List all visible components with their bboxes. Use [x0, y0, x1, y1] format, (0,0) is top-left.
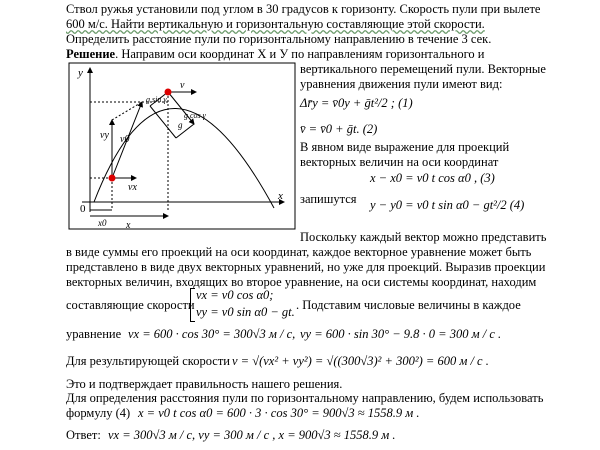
equation-label: уравнение	[66, 327, 122, 341]
substitute-text: . Подставим числовые величины в каждое	[296, 298, 521, 312]
problem-line-3: Определить расстояние пули по горизонтальному направлению в течение 3 сек.	[66, 32, 492, 46]
solution-line-1-text: . Направим оси координат X и У по направлениям горизонтального и	[115, 47, 485, 61]
v-label: v	[180, 80, 185, 91]
trajectory-curve	[94, 108, 274, 208]
g-sin-label: g sin γ	[146, 95, 167, 104]
para-line-1: Поскольку каждый вектор можно представить	[300, 230, 547, 244]
answer-label: Ответ:	[66, 428, 101, 442]
answer-equation: vx = 300√3 м / с, vy = 300 м / с , x = 900√3 ≈ 1558.9 м .	[108, 428, 396, 442]
components-label: составляющие скорости	[66, 298, 195, 312]
start-point	[109, 175, 116, 182]
zapishutsya: запишутся	[300, 192, 357, 206]
x-dim-label: x	[126, 220, 131, 230]
solution-label: Решение	[66, 47, 116, 61]
result-label: Для результирующей скорости	[66, 354, 230, 368]
solution-line-2: вертикального перемещений пули. Векторные	[300, 62, 546, 76]
solution-line-3: уравнения движения пули имеют вид:	[300, 77, 503, 91]
distance-equation: x = v0 t cos α0 = 600 · 3 · cos 30° = 900√3 ≈ 1558.9 м .	[138, 406, 420, 420]
problem-line-2: 600 м/с. Найти вертикальную и горизонтальную составляющие этой скорости.	[66, 17, 485, 31]
equation-vy: vy = 600 · sin 30° − 9.8 · 0 = 300 м / с .	[300, 327, 502, 341]
confirm-text: Это и подтверждает правильность нашего решения.	[66, 377, 343, 391]
g-cos-label: g cos γ	[184, 111, 206, 120]
equation-4: y − y0 = v0 t sin α0 − gt²/2 (4)	[370, 198, 525, 212]
component-eq-1: vx = v0 cos α0;	[196, 288, 274, 302]
vx-label: vx	[128, 182, 137, 193]
equation-3: x − x0 = v0 t cos α0 , (3)	[370, 171, 495, 185]
equation-1: Δr̄y = v̄0y + ḡt²/2 ; (1)	[300, 96, 413, 110]
component-eq-2: vy = v0 sin α0 − gt.	[196, 305, 295, 319]
origin-label: 0	[80, 203, 86, 215]
problem-line-1: Ствол ружья установили под углом в 30 градусов к горизонту. Скорость пули при вылете	[66, 2, 541, 16]
explicit-line-2: векторных величин на оси координат	[300, 155, 499, 169]
trajectory-diagram	[68, 62, 296, 230]
result-equation: v = √(vx² + vy²) = √((300√3)² + 300²) = 600 м / с .	[232, 354, 489, 368]
para-line-4: векторных величин, входящих во второе уравнение, на оси системы координат, находим	[66, 275, 537, 289]
para-line-2: в виде суммы его проекций на оси координат, каждое векторное уравнение может быть	[66, 245, 532, 259]
axis-y-label: y	[78, 67, 83, 79]
para-line-3: представлено в виде двух векторных уравнений, но уже для проекций. Выразив проекции	[66, 260, 546, 274]
explicit-line-1: В явном виде выражение для проекций	[300, 140, 510, 154]
axis-x-label: x	[278, 190, 283, 202]
g-label: g	[178, 120, 183, 130]
equation-vx: vx = 600 · cos 30° = 300√3 м / с,	[128, 327, 296, 341]
distance-label: формулу (4)	[66, 406, 131, 420]
equation-2: v̄ = v̄0 + ḡt. (2)	[300, 122, 378, 136]
trajectory-figure	[68, 62, 296, 230]
brace	[190, 288, 195, 322]
solution-line-1	[66, 47, 484, 62]
v0-label: v0	[120, 134, 130, 145]
vy-label: vy	[100, 130, 109, 141]
distance-line-1: Для определения расстояния пули по горизонтальному направлению, будем использовать	[66, 391, 544, 405]
x0-label: x0	[98, 218, 107, 228]
